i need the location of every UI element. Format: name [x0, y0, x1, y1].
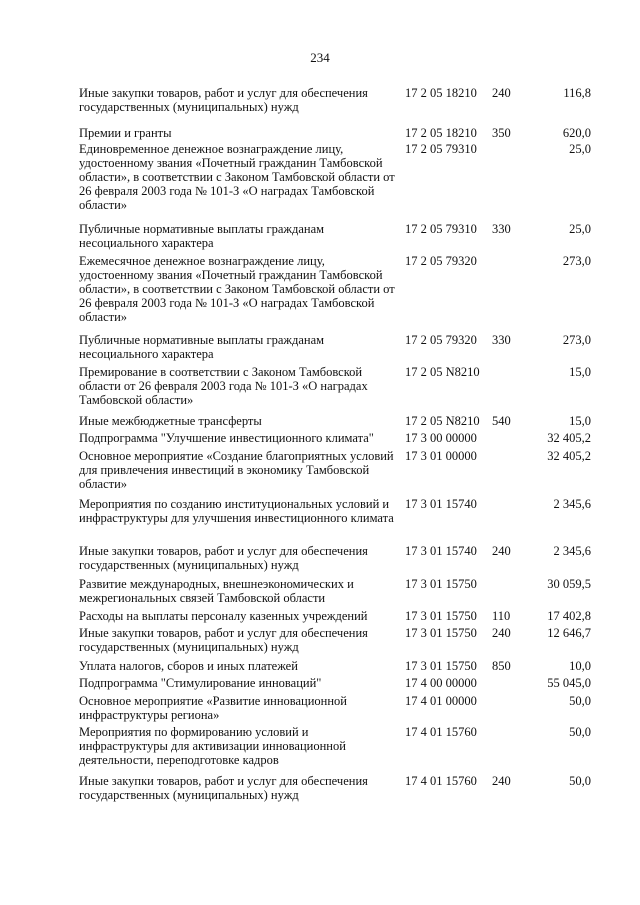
- table-row: [79, 222, 599, 254]
- row-code: 17 2 05 79320: [405, 254, 477, 268]
- row-type: 850: [492, 659, 511, 673]
- row-description: Публичные нормативные выплаты гражданам несоциального характера: [79, 222, 325, 250]
- row-amount: 273,0: [562, 333, 591, 347]
- table-row: [79, 142, 599, 222]
- row-code: 17 3 01 15750: [405, 626, 477, 640]
- row-amount: 17 402,8: [547, 609, 591, 623]
- row-amount: 12 646,7: [547, 626, 591, 640]
- table-row: [79, 725, 599, 774]
- row-description: Иные закупки товаров, работ и услуг для обеспечения государственных (муниципальных) нужд: [79, 86, 368, 114]
- table-row: [79, 254, 599, 333]
- table-row: [79, 365, 599, 414]
- row-code: 17 3 01 15740: [405, 497, 477, 511]
- table-row: [79, 431, 599, 449]
- row-amount: 10,0: [569, 659, 591, 673]
- table-row: [79, 126, 599, 142]
- row-description: Подпрограмма "Стимулирование инноваций": [79, 676, 322, 690]
- row-code: 17 3 01 15750: [405, 609, 477, 623]
- table-row: [79, 449, 599, 497]
- row-code: 17 2 05 79310: [405, 222, 477, 236]
- table-row: [79, 497, 599, 544]
- budget-table: [79, 86, 599, 806]
- row-code: 17 3 01 00000: [405, 449, 477, 463]
- row-amount: 25,0: [569, 222, 591, 236]
- row-code: 17 3 01 15740: [405, 544, 477, 558]
- table-row: [79, 577, 599, 609]
- row-description: Публичные нормативные выплаты гражданам несоциального характера: [79, 333, 325, 361]
- table-row: [79, 694, 599, 725]
- row-amount: 55 045,0: [547, 676, 591, 690]
- row-description: Расходы на выплаты персоналу казенных учреждений: [79, 609, 368, 623]
- row-code: 17 2 05 18210: [405, 126, 477, 140]
- row-amount: 116,8: [563, 86, 591, 100]
- row-code: 17 3 01 15750: [405, 577, 477, 591]
- table-row: [79, 414, 599, 431]
- row-amount: 15,0: [569, 365, 591, 379]
- table-row: [79, 659, 599, 676]
- row-amount: 15,0: [569, 414, 591, 428]
- row-amount: 25,0: [569, 142, 591, 156]
- row-type: 240: [492, 544, 511, 558]
- row-description: Ежемесячное денежное вознаграждение лицу, удостоенному звания «Почетный гражданин Тамбовской области», в соответствии с Законом Тамбовской области от 26 февраля 2003 года № 101-З «О наградах Тамбовской области»: [79, 254, 395, 324]
- row-amount: 2 345,6: [553, 544, 591, 558]
- row-type: 240: [492, 626, 511, 640]
- table-row: [79, 544, 599, 577]
- table-row: [79, 609, 599, 626]
- row-code: 17 4 01 15760: [405, 725, 477, 739]
- row-amount: 30 059,5: [547, 577, 591, 591]
- page-number: 234: [310, 50, 330, 65]
- row-code: 17 4 00 00000: [405, 676, 477, 690]
- row-code: 17 2 05 79310: [405, 142, 477, 156]
- row-code: 17 3 01 15750: [405, 659, 477, 673]
- row-type: 240: [492, 86, 511, 100]
- row-amount: 50,0: [569, 774, 591, 788]
- row-type: 540: [492, 414, 511, 428]
- row-amount: 2 345,6: [553, 497, 591, 511]
- row-code: 17 2 05 N8210: [405, 365, 480, 379]
- row-description: Основное мероприятие «Развитие инновационной инфраструктуры региона»: [79, 694, 347, 722]
- row-code: 17 4 01 15760: [405, 774, 477, 788]
- row-description: Иные закупки товаров, работ и услуг для обеспечения государственных (муниципальных) нужд: [79, 774, 368, 802]
- row-code: 17 2 05 N8210: [405, 414, 480, 428]
- table-row: [79, 333, 599, 365]
- row-code: 17 2 05 18210: [405, 86, 477, 100]
- row-description: Развитие международных, внешнеэкономических и межрегиональных связей Тамбовской области: [79, 577, 354, 605]
- row-description: Иные межбюджетные трансферты: [79, 414, 262, 428]
- row-description: Основное мероприятие «Создание благоприятных условий для привлечения инвестиций в экономику Тамбовской области»: [79, 449, 394, 491]
- row-type: 330: [492, 333, 511, 347]
- table-row: [79, 774, 599, 806]
- row-code: 17 3 00 00000: [405, 431, 477, 445]
- row-amount: 32 405,2: [547, 431, 591, 445]
- row-amount: 273,0: [562, 254, 591, 268]
- table-row: [79, 676, 599, 694]
- row-amount: 32 405,2: [547, 449, 591, 463]
- row-description: Мероприятия по формированию условий и инфраструктуры для активизации инновационной деятельности, переподготовке кадров: [79, 725, 346, 767]
- row-type: 240: [492, 774, 511, 788]
- row-description: Премии и гранты: [79, 126, 172, 140]
- row-amount: 620,0: [562, 126, 591, 140]
- row-type: 330: [492, 222, 511, 236]
- row-description: Мероприятия по созданию институциональных условий и инфраструктуры для улучшения инвестиционного климата: [79, 497, 394, 525]
- table-row: [79, 86, 599, 126]
- row-amount: 50,0: [569, 725, 591, 739]
- row-type: 110: [492, 609, 511, 623]
- row-code: 17 2 05 79320: [405, 333, 477, 347]
- row-code: 17 4 01 00000: [405, 694, 477, 708]
- row-amount: 50,0: [569, 694, 591, 708]
- row-description: Иные закупки товаров, работ и услуг для обеспечения государственных (муниципальных) нужд: [79, 626, 368, 654]
- table-row: [79, 626, 599, 659]
- row-description: Уплата налогов, сборов и иных платежей: [79, 659, 298, 673]
- row-description: Премирование в соответствии с Законом Тамбовской области от 26 февраля 2003 года № 101-З «О наградах Тамбовской области»: [79, 365, 368, 407]
- row-description: Подпрограмма "Улучшение инвестиционного климата": [79, 431, 374, 445]
- row-type: 350: [492, 126, 511, 140]
- row-description: Иные закупки товаров, работ и услуг для обеспечения государственных (муниципальных) нужд: [79, 544, 368, 572]
- row-description: Единовременное денежное вознаграждение лицу, удостоенному звания «Почетный гражданин Тамбовской области», в соответствии с Законом Тамбовской области от 26 февраля 2003 года № 101-З «О наградах Тамбовской области»: [79, 142, 395, 212]
